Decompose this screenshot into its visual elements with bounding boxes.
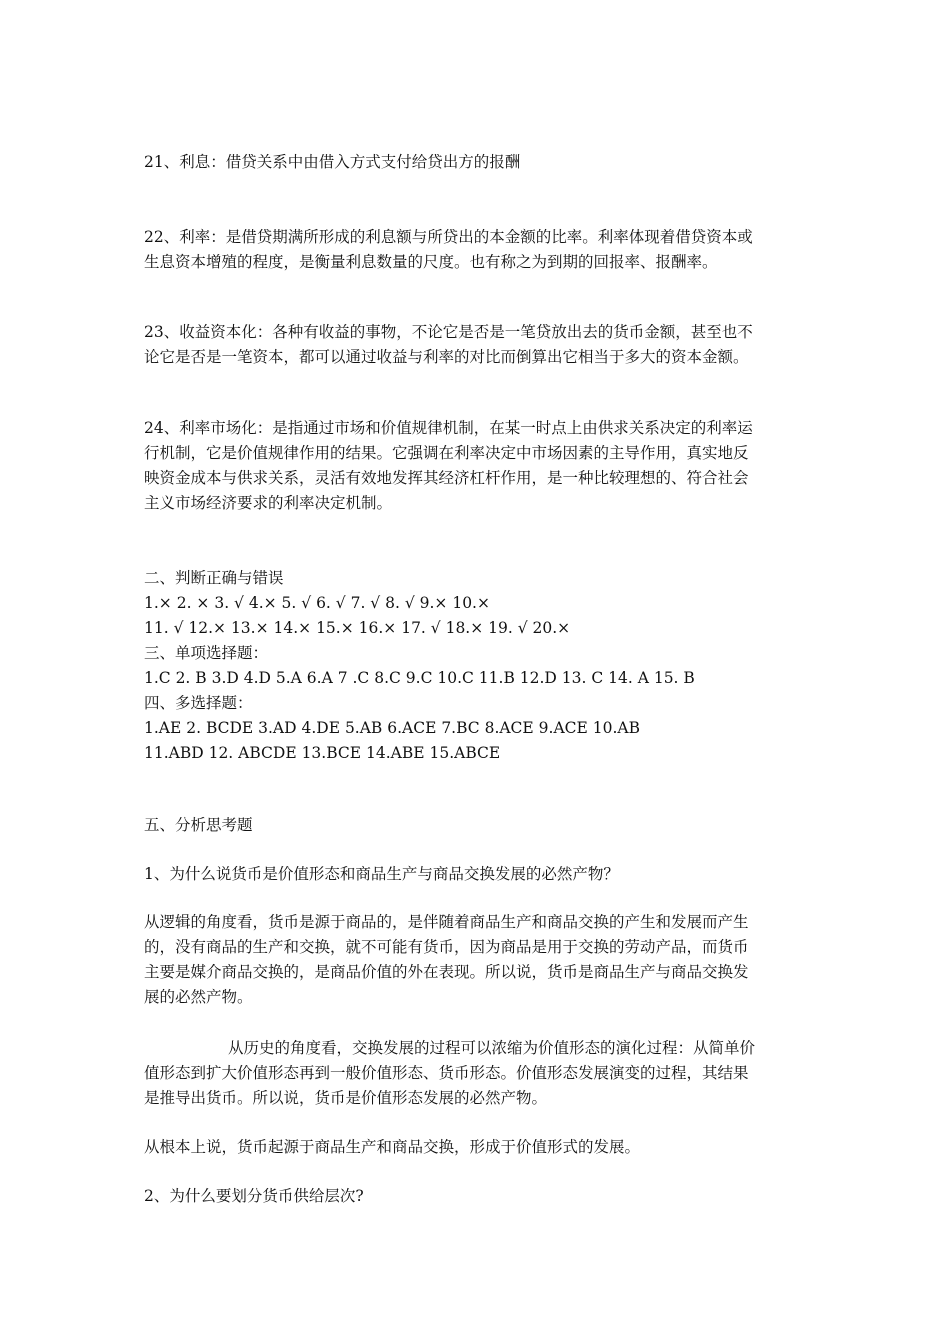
- definition-24-line: 行机制，它是价值规律作用的结果。它强调在利率决定中市场因素的主导作用，真实地反: [144, 444, 749, 462]
- multi-choice-answers: 1.AE 2. BCDE 3.AD 4.DE 5.AB 6.ACE 7.BC 8.ACE 9.ACE 10.AB: [144, 719, 640, 737]
- multi-choice-answers: 11.ABD 12. ABCDE 13.BCE 14.ABE 15.ABCE: [144, 744, 501, 762]
- definition-23-line: 23、收益资本化：各种有收益的事物，不论它是否是一笔贷放出去的货币金额，甚至也不: [144, 323, 753, 341]
- definition-22-line: 生息资本增殖的程度，是衡量利息数量的尺度。也有称之为到期的回报率、报酬率。: [144, 253, 718, 271]
- definition-21: 21、利息：借贷关系中由借入方式支付给贷出方的报酬: [144, 153, 521, 171]
- analysis-heading: 五、分析思考题: [144, 816, 253, 834]
- answer-paragraph-line: 值形态到扩大价值形态再到一般价值形态、货币形态。价值形态发展演变的过程，其结果: [144, 1064, 749, 1082]
- answer-paragraph-line: 是推导出货币。所以说，货币是价值形态发展的必然产物。: [144, 1089, 548, 1107]
- answer-paragraph-line: 从逻辑的角度看，货币是源于商品的，是伴随着商品生产和商品交换的产生和发展而产生: [144, 913, 749, 931]
- single-choice-heading: 三、单项选择题：: [144, 644, 269, 662]
- answer-paragraph-line: 的，没有商品的生产和交换，就不可能有货币，因为商品是用于交换的劳动产品，而货币: [144, 938, 749, 956]
- definition-24-line: 主义市场经济要求的利率决定机制。: [144, 494, 393, 512]
- true-false-answers: 1.× 2. × 3. √ 4.× 5. √ 6. √ 7. √ 8. √ 9.× 10.×: [144, 594, 490, 612]
- question-1: 1、为什么说货币是价值形态和商品生产与商品交换发展的必然产物？: [144, 865, 619, 883]
- definition-23-line: 论它是否是一笔资本，都可以通过收益与利率的对比而倒算出它相当于多大的资本金额。: [144, 348, 749, 366]
- true-false-heading: 二、判断正确与错误: [144, 569, 284, 587]
- true-false-answers: 11. √ 12.× 13.× 14.× 15.× 16.× 17. √ 18.× 19. √ 20.×: [144, 619, 571, 637]
- question-2: 2、为什么要划分货币供给层次?: [144, 1187, 364, 1205]
- definition-24-line: 24、利率市场化：是指通过市场和价值规律机制，在某一时点上由供求关系决定的利率运: [144, 419, 753, 437]
- answer-paragraph-line: 主要是媒介商品交换的，是商品价值的外在表现。所以说，货币是商品生产与商品交换发: [144, 963, 749, 981]
- answer-paragraph-line: 从历史的角度看，交换发展的过程可以浓缩为价值形态的演化过程：从简单价: [228, 1039, 756, 1057]
- multi-choice-heading: 四、多选择题：: [144, 694, 253, 712]
- definition-22-line: 22、利率：是借贷期满所形成的利息额与所贷出的本金额的比率。利率体现着借贷资本或: [144, 228, 753, 246]
- answer-paragraph-line: 从根本上说，货币起源于商品生产和商品交换，形成于价值形式的发展。: [144, 1138, 641, 1156]
- definition-24-line: 映资金成本与供求关系，灵活有效地发挥其经济杠杆作用，是一种比较理想的、符合社会: [144, 469, 749, 487]
- single-choice-answers: 1.C 2. B 3.D 4.D 5.A 6.A 7 .C 8.C 9.C 10.C 11.B 12.D 13. C 14. A 15. B: [144, 669, 695, 687]
- answer-paragraph-line: 展的必然产物。: [144, 988, 253, 1006]
